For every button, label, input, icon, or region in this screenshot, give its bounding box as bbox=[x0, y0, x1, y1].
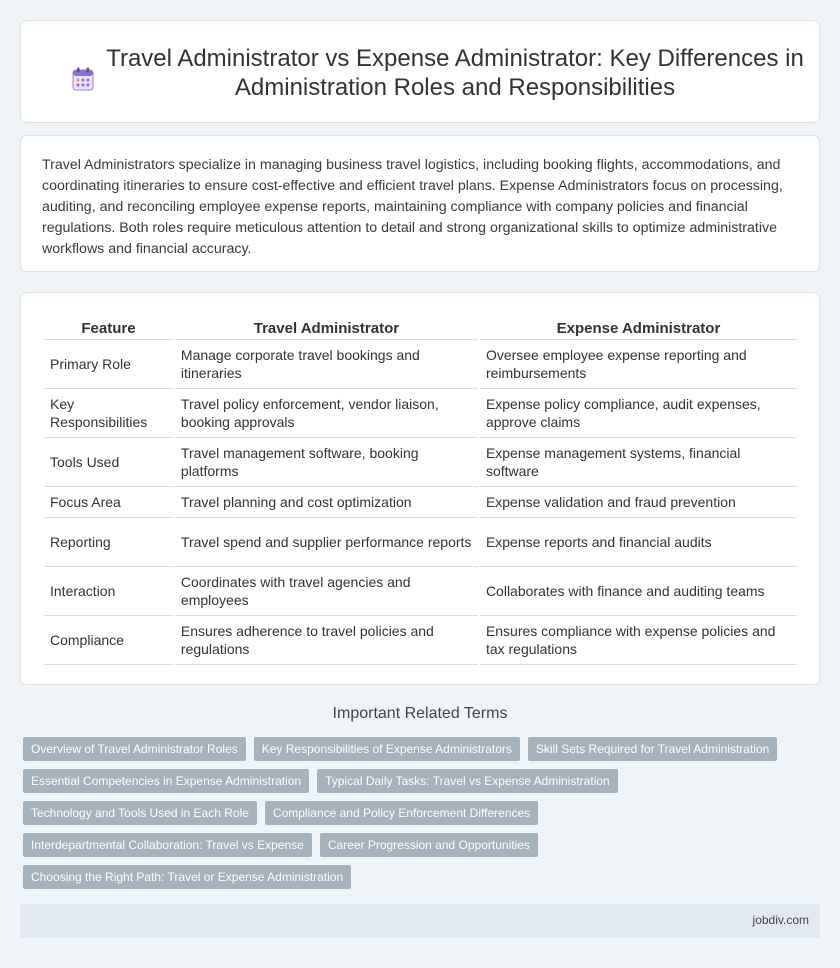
intro-paragraph: Travel Administrators specialize in managing business travel logistics, including booking flights, accommodations, and coordinating itineraries to ensure cost-effective and efficient travel plans. Expense Administrators focus on processing, auditing, and reconciling employee expense reports, maintaining compliance with company policies and financial regulations. Both roles require meticulous attention to detail and strong organizational skills to optimize administrative workflows and financial accuracy. bbox=[42, 157, 783, 257]
table-row bbox=[44, 567, 797, 616]
expense-cell: Expense policy compliance, audit expenses, approve claims bbox=[480, 389, 797, 438]
title-card bbox=[20, 20, 820, 123]
footer bbox=[20, 904, 820, 938]
intro-card bbox=[20, 135, 820, 272]
table-header-row bbox=[44, 313, 797, 340]
expense-cell: Expense management systems, financial software bbox=[480, 438, 797, 487]
travel-cell: Travel management software, booking platforms bbox=[175, 438, 478, 487]
related-term-tag[interactable]: Typical Daily Tasks: Travel vs Expense Administration bbox=[317, 769, 618, 793]
travel-cell: Travel policy enforcement, vendor liaison, booking approvals bbox=[175, 389, 478, 438]
expense-cell: Ensures compliance with expense policies and tax regulations bbox=[480, 616, 797, 665]
related-term-tag[interactable]: Technology and Tools Used in Each Role bbox=[23, 801, 257, 825]
table-row bbox=[44, 616, 797, 665]
feature-cell: Interaction bbox=[44, 567, 173, 616]
feature-cell: Tools Used bbox=[44, 438, 173, 487]
related-term-tag[interactable]: Overview of Travel Administrator Roles bbox=[23, 737, 246, 761]
related-term-tag[interactable]: Compliance and Policy Enforcement Differences bbox=[265, 801, 538, 825]
feature-cell: Focus Area bbox=[44, 487, 173, 518]
travel-cell: Manage corporate travel bookings and itineraries bbox=[175, 340, 478, 389]
header-travel-administrator: Travel Administrator bbox=[175, 313, 478, 340]
header-feature: Feature bbox=[44, 313, 173, 340]
expense-cell: Expense validation and fraud prevention bbox=[480, 487, 797, 518]
feature-cell: Reporting bbox=[44, 518, 173, 567]
related-term-tag[interactable]: Choosing the Right Path: Travel or Expense Administration bbox=[23, 865, 351, 889]
expense-cell: Collaborates with finance and auditing teams bbox=[480, 567, 797, 616]
header-expense-administrator: Expense Administrator bbox=[480, 313, 797, 340]
related-term-tag[interactable]: Skill Sets Required for Travel Administration bbox=[528, 737, 777, 761]
feature-cell: Primary Role bbox=[44, 340, 173, 389]
travel-cell: Travel planning and cost optimization bbox=[175, 487, 478, 518]
related-term-tag[interactable]: Key Responsibilities of Expense Administrators bbox=[254, 737, 520, 761]
table-row bbox=[44, 340, 797, 389]
table-row bbox=[44, 438, 797, 487]
comparison-table bbox=[42, 313, 799, 665]
tag-row bbox=[23, 801, 813, 825]
related-term-tag[interactable]: Interdepartmental Collaboration: Travel vs Expense bbox=[23, 833, 312, 857]
expense-cell: Oversee employee expense reporting and reimbursements bbox=[480, 340, 797, 389]
feature-cell: Key Responsibilities bbox=[44, 389, 173, 438]
related-terms-list bbox=[23, 737, 813, 897]
table-row bbox=[44, 389, 797, 438]
tag-row bbox=[23, 769, 813, 793]
tag-row bbox=[23, 737, 813, 761]
feature-cell: Compliance bbox=[44, 616, 173, 665]
tag-row bbox=[23, 865, 813, 889]
related-term-tag[interactable]: Career Progression and Opportunities bbox=[320, 833, 538, 857]
related-terms-heading: Important Related Terms bbox=[332, 705, 508, 722]
footer-site-link[interactable]: jobdiv.com bbox=[752, 913, 809, 927]
tag-row bbox=[23, 833, 813, 857]
travel-cell: Travel spend and supplier performance reports bbox=[175, 518, 478, 567]
page-title: Travel Administrator vs Expense Administrator: Key Differences in Administration Roles and Responsibilities bbox=[106, 45, 804, 101]
travel-cell: Coordinates with travel agencies and employees bbox=[175, 567, 478, 616]
comparison-card bbox=[20, 292, 820, 685]
table-row bbox=[44, 518, 797, 567]
related-term-tag[interactable]: Essential Competencies in Expense Administration bbox=[23, 769, 309, 793]
expense-cell: Expense reports and financial audits bbox=[480, 518, 797, 567]
table-row bbox=[44, 487, 797, 518]
travel-cell: Ensures adherence to travel policies and regulations bbox=[175, 616, 478, 665]
